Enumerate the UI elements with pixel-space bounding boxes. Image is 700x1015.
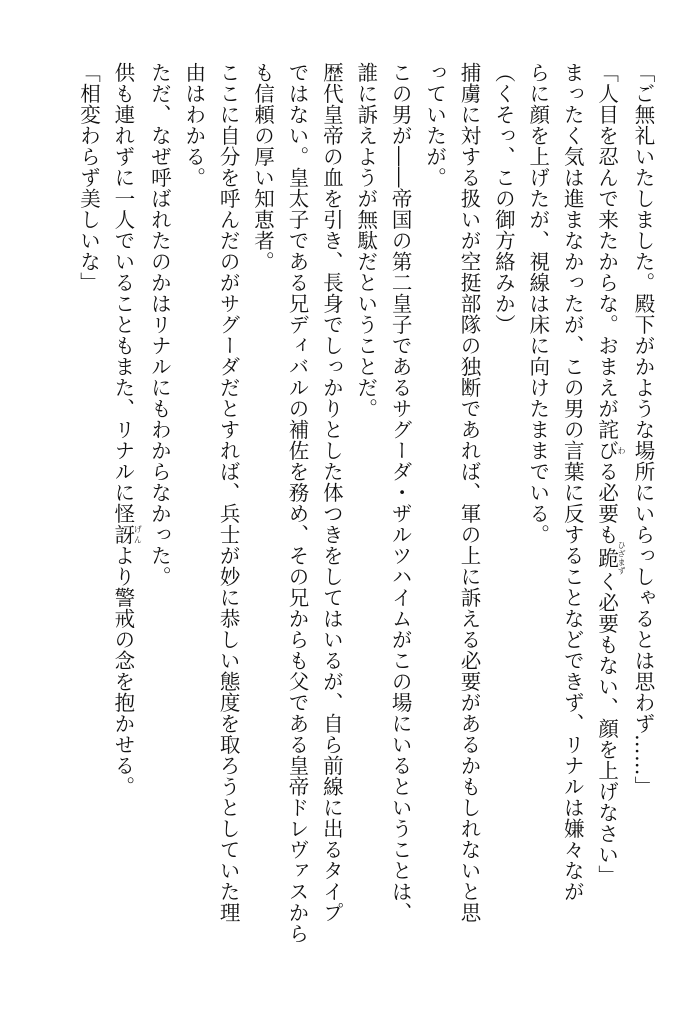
ruby-wabi-base: び — [594, 440, 619, 461]
text-line-4: らに顔を上げたが、視線は床に向けたままでいる。 — [525, 62, 550, 545]
text-line-10: 歴代皇帝の血を引き、長身でしっかりとした体つきをしてはいるが、自ら前線に出るタイプ — [319, 62, 344, 923]
text-line-1: 「ご無礼いたしました。殿下がかような場所にいらっしゃるとは思わず……」 — [631, 62, 655, 797]
text-line-2-head: 「人目を忍んで来たからな。おまえが詫 — [594, 62, 619, 440]
ruby-hizamazu-base: 跪 — [594, 541, 619, 575]
text-line-7: っていたが。 — [422, 62, 447, 188]
ruby-hizamazu — [594, 541, 627, 575]
text-line-12: も信頼の厚い知恵者。 — [250, 62, 275, 272]
text-line-16-head: 供も連れずに一人でいることもまた、リナルに怪 — [110, 62, 135, 524]
text-line-2-tail: く必要もない、顔を上げなさい」 — [594, 571, 619, 886]
text-line-5: （くそっ、この御方絡みか） — [491, 62, 516, 335]
text-line-17: 「相変わらず美しいな」 — [76, 62, 101, 293]
text-line-14: 由はわかる。 — [181, 62, 206, 188]
text-line-2-mid: る必要も — [594, 461, 619, 545]
ruby-gen-base: 訝 — [110, 524, 135, 545]
text-line-9: 誰に訴えようが無駄だということだ。 — [353, 62, 378, 419]
ruby-hizamazu-reading: ひざまず — [617, 541, 627, 575]
text-line-13: ここに自分を呼んだのがサグーダだとすれば、兵士が妙に恭しい態度を取ろうとしていた理 — [216, 62, 241, 923]
text-line-16 — [106, 62, 142, 967]
ruby-gen — [110, 524, 143, 545]
ruby-wabi — [594, 440, 627, 461]
text-line-11: ではない。皇太子である兄ディバルの補佐を務め、その兄からも父である皇帝ドレヴァスから — [284, 62, 309, 944]
ruby-wabi-reading: わ — [617, 440, 627, 461]
text-line-6: 捕虜に対する扱いが空挺部隊の独断であれば、軍の上に訴える必要があるかもしれないと思 — [456, 62, 481, 923]
ruby-gen-reading: げん — [133, 524, 143, 545]
text-line-8: この男が――帝国の第二皇子であるサグーダ・ザルツハイムがこの場にいるということは、 — [388, 62, 413, 923]
vertical-text-body — [71, 62, 660, 967]
text-line-15: ただ、なぜ呼ばれたのかはリナルにもわからなかった。 — [147, 62, 172, 587]
text-line-3: まったく気は進まなかったが、この男の言葉に反することなどできず、リナルは嫌々なが — [560, 62, 585, 902]
text-line-16-tail: より警戒の念を抱かせる。 — [110, 545, 135, 797]
text-line-2 — [589, 62, 625, 967]
